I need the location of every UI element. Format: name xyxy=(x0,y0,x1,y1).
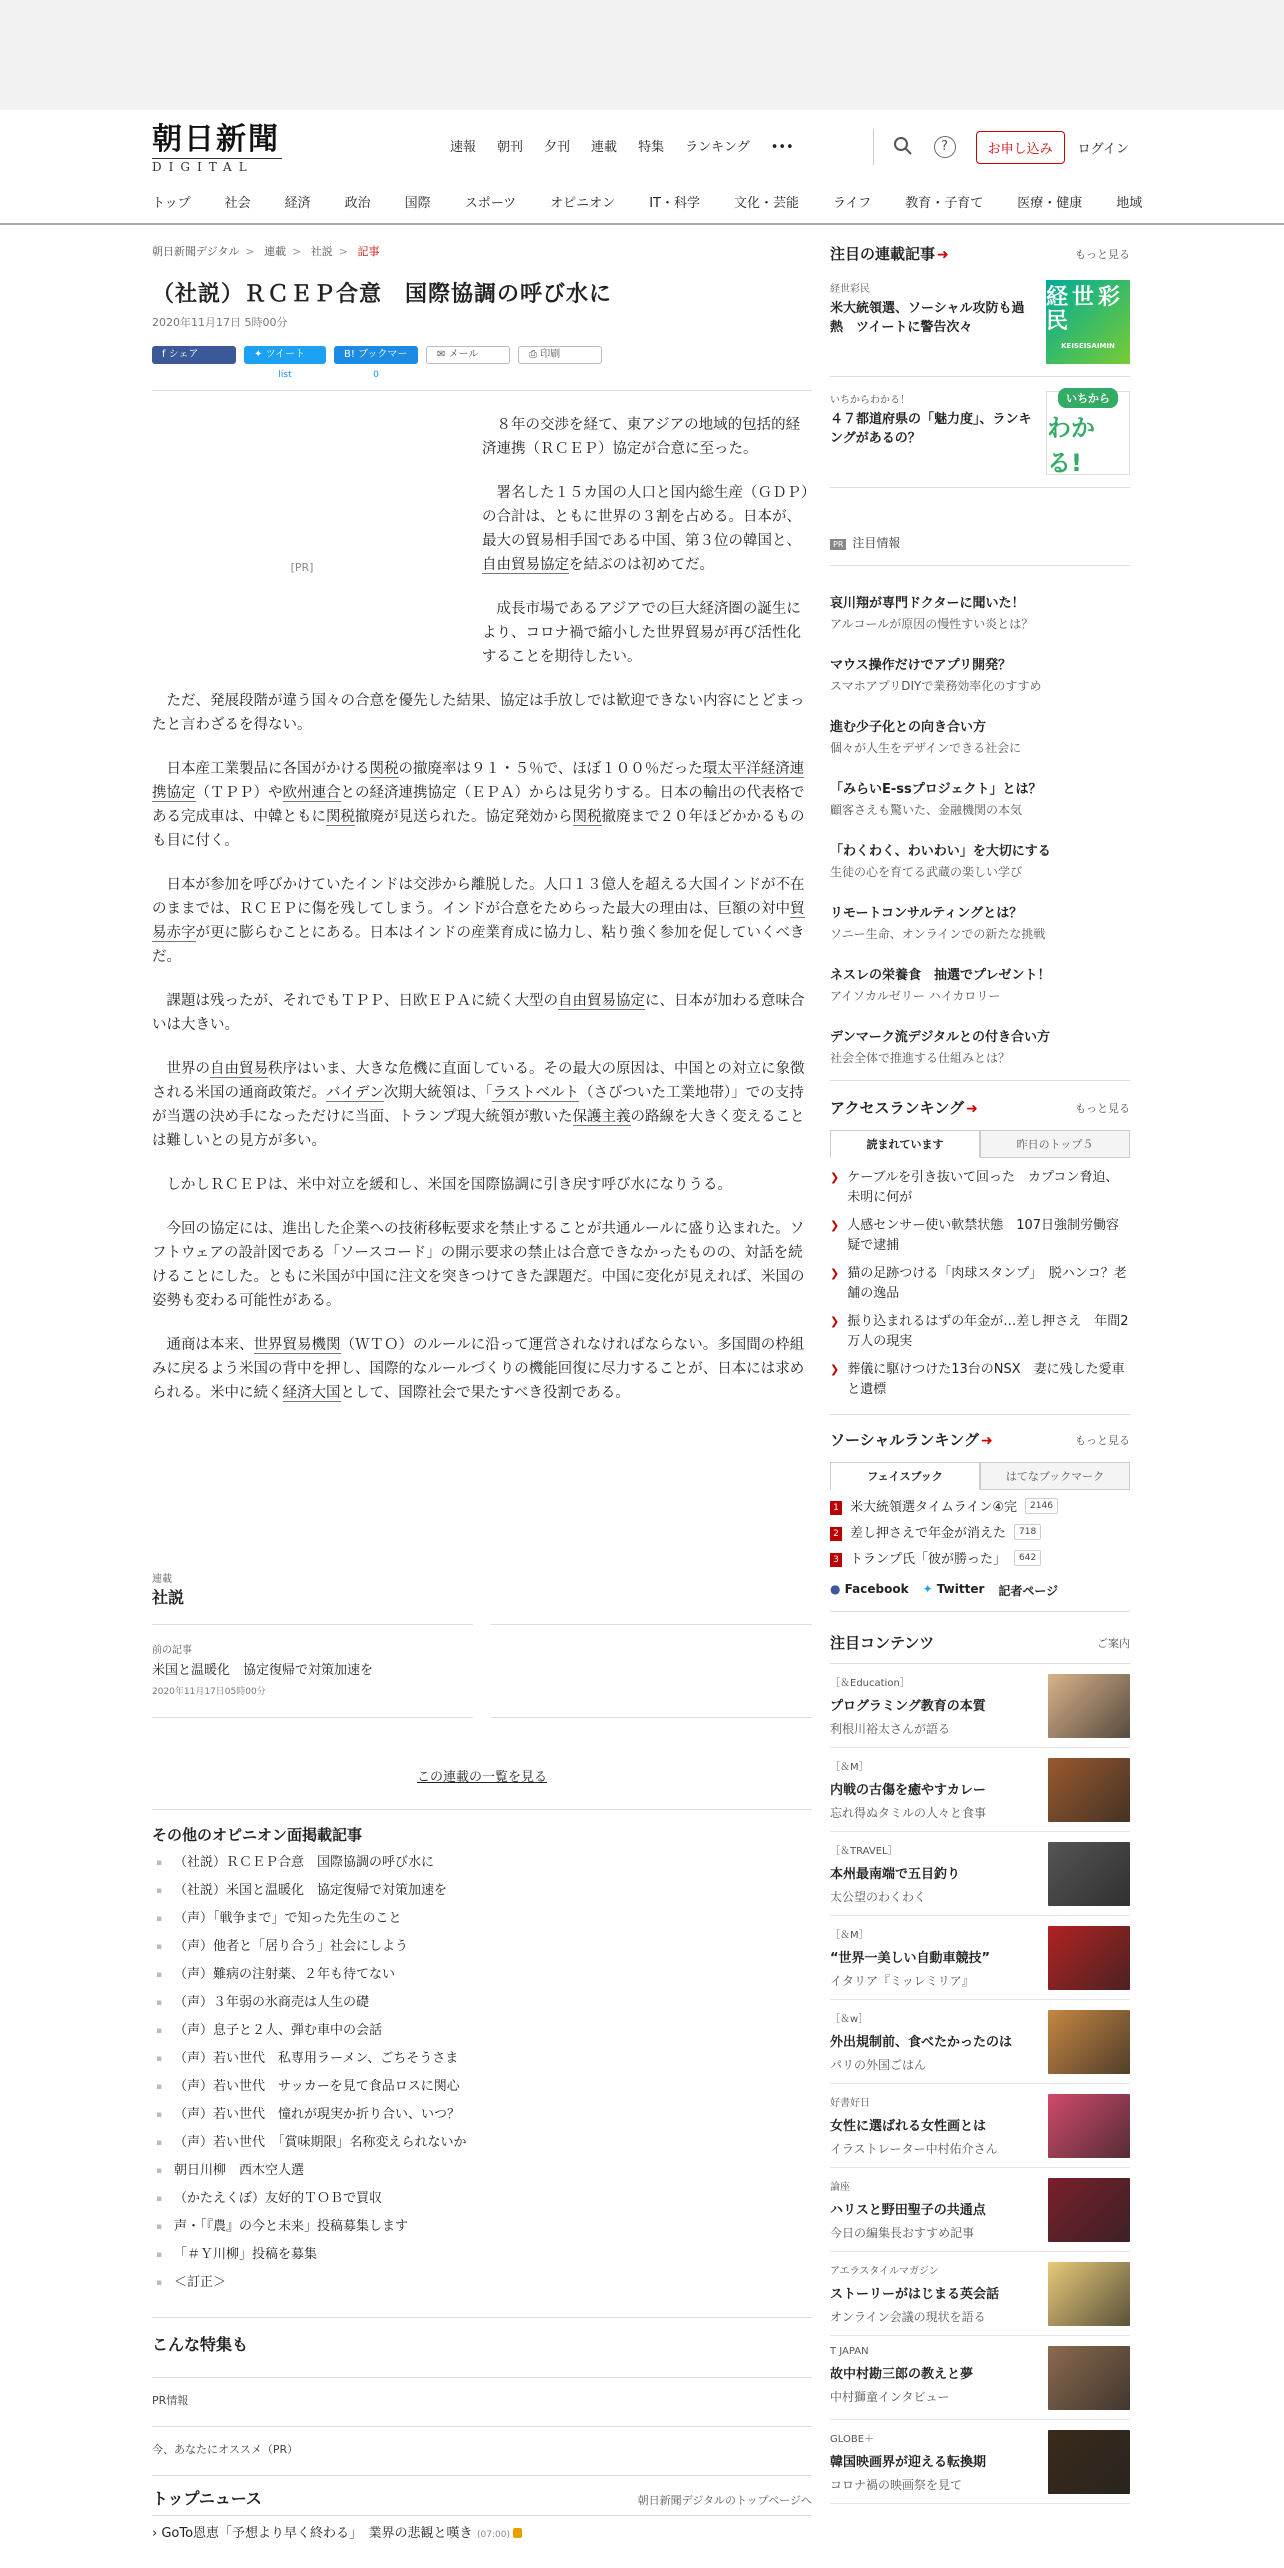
content-photo[interactable] xyxy=(1048,2262,1130,2326)
share-bar xyxy=(152,346,812,380)
social-item[interactable] xyxy=(830,1498,1130,1518)
top-news-header xyxy=(152,2486,812,2509)
tab-hatena[interactable]: はてなブックマーク xyxy=(980,1462,1130,1489)
keyword-link[interactable]: 自由貿易 xyxy=(210,1061,268,1077)
featured-title: 注目の連載記事 xyxy=(830,245,936,263)
pr-item-title[interactable]: 進む少子化との向き合い方 xyxy=(830,720,987,735)
reporter-page-link[interactable]: 記者ページ xyxy=(998,1584,1059,1598)
logo-text: 朝日新聞 xyxy=(152,122,280,157)
pr-item[interactable] xyxy=(830,716,1130,756)
logo-sub: DIGITAL xyxy=(152,158,282,174)
ranking-title[interactable]: ケーブルを引き抜いて回った カプコン脅迫、未明に何が xyxy=(847,1170,1119,1205)
ranking-title[interactable]: 振り込まれるはずの年金が…差し押さえ 年間2万人の現実 xyxy=(847,1314,1129,1349)
keyword-link[interactable]: 経済大国 xyxy=(282,1385,341,1401)
lock-icon xyxy=(513,2528,522,2538)
contents-list xyxy=(830,1664,1130,2504)
opinion-item[interactable]: ▪ 声・「『農』の今と未来」投稿募集します xyxy=(152,2213,812,2241)
access-tabs xyxy=(830,1130,1130,1158)
share-count: 2146 xyxy=(1025,1498,1058,1514)
content-title[interactable]: ストーリーがはじまる英会話 xyxy=(830,2287,1000,2302)
paragraph-10: 今回の協定には、進出した企業への技術移転要求を禁止することが共通ルールに盛り込まれた。ソフトウェアの設計図である「ソースコード」の開示要求の禁止は合意できなかったものの、対話を続けることにした。ともに米国が中国に注文を突きつけてきた課題だ。中国に変化が見えれば、米国の姿勢も変わる可能性がある。 xyxy=(152,1221,805,1309)
top-nav xyxy=(450,138,794,158)
series-label: 連載 xyxy=(152,1574,172,1585)
featured-item[interactable] xyxy=(830,280,1130,364)
pr-item-title[interactable]: 哀川翔が専門ドクターに聞いた！ xyxy=(830,596,1025,611)
prev-date: 2020年11月17日05時00分 xyxy=(152,1687,266,1697)
thumb-sub-text: KEISEISAIMIN xyxy=(1061,342,1115,350)
ranking-item[interactable] xyxy=(830,1216,1130,1256)
content-photo[interactable] xyxy=(1048,1674,1130,1738)
content-photo[interactable] xyxy=(1048,2178,1130,2242)
p8-text-c: 次期大統領は、「 xyxy=(383,1085,493,1101)
hatena-icon: B! xyxy=(344,349,359,360)
featured-header xyxy=(830,243,1130,264)
opinion-item[interactable]: ▪ （声）若い世代 私専用ラーメン、ごちそうさま xyxy=(152,2045,812,2073)
p5-text-a: 日本産工業製品に各国がかける xyxy=(166,761,370,777)
top-ad-bar xyxy=(0,0,1284,110)
nav-tokushu[interactable]: 特集 xyxy=(638,140,665,155)
content-title[interactable]: 内戦の古傷を癒やすカレー xyxy=(830,1783,986,1798)
content-label: T JAPAN xyxy=(830,2346,869,2357)
rank-number: 2 xyxy=(830,1527,842,1541)
content-desc: コロナ禍の映画祭を見て xyxy=(830,2478,963,2492)
thumb-main-text: わかる! xyxy=(1047,414,1095,477)
content-item[interactable] xyxy=(830,1916,1130,2000)
pr-ad-slot[interactable] xyxy=(152,443,452,693)
opinion-item[interactable]: ▪ 朝日川柳 西木空人選 xyxy=(152,2157,812,2185)
social-links xyxy=(830,1582,1130,1599)
pr-badge: PR xyxy=(830,539,846,550)
featured-title-text[interactable]: 米大統領選、ソーシャル攻防も過熱 ツイートに警告次々 xyxy=(830,301,1025,335)
content-title[interactable]: 故中村勘三郎の教えと夢 xyxy=(830,2367,974,2382)
pr-item-desc: ソニー生命、オンラインでの新たな挑戦 xyxy=(830,927,1046,941)
pr-item[interactable] xyxy=(830,778,1130,818)
content-title[interactable]: 外出規制前、食べたかったのは xyxy=(830,2035,1013,2050)
signup-button[interactable]: お申し込み xyxy=(976,131,1065,164)
paragraph-7 xyxy=(152,989,812,1037)
header-tools xyxy=(849,129,1129,165)
content-desc: 中村獅童インタビュー xyxy=(830,2390,950,2404)
content-desc: 利根川裕太さんが語る xyxy=(830,1722,951,1736)
prev-divider-row xyxy=(152,1717,812,1718)
social-more-link[interactable]: もっと見る xyxy=(1075,1433,1130,1447)
nav-yukan[interactable]: 夕刊 xyxy=(544,140,571,155)
opinion-item[interactable]: ▪ （声）若い世代 サッカーを見て食品ロスに関心 xyxy=(152,2073,812,2101)
access-ranking-title: アクセスランキング xyxy=(830,1099,965,1117)
ranking-item[interactable] xyxy=(830,1264,1130,1304)
p8-text-a: 世界の xyxy=(166,1061,210,1077)
paragraph-1: ８年の交渉を経て、東アジアの地域的包括的経済連携（ＲＣＥＰ）協定が合意に至った。 xyxy=(482,417,801,457)
opinion-item[interactable]: ▪ （かたえくぼ）友好的ＴＯＢで買収 xyxy=(152,2185,812,2213)
social-ranking-list xyxy=(830,1498,1130,1570)
pr-title: 注目情報 xyxy=(852,536,901,550)
tab-facebook[interactable]: フェイスブック xyxy=(830,1462,980,1490)
content-item[interactable] xyxy=(830,2084,1130,2168)
content-item[interactable] xyxy=(830,2336,1130,2420)
series-name[interactable]: 社説 xyxy=(152,1588,185,1607)
nav-sokuho[interactable]: 速報 xyxy=(450,140,477,155)
opinion-item[interactable]: ▪ （社説）米国と温暖化 協定復帰で対策加速を xyxy=(152,1877,812,1905)
content-title[interactable]: “世界一美しい自動車競技” xyxy=(830,1951,991,1966)
pr-item[interactable] xyxy=(830,592,1130,632)
access-more-link[interactable]: もっと見る xyxy=(1075,1101,1130,1115)
header-divider xyxy=(873,129,874,165)
pr-item-desc: スマホアプリDIYで業務効率化のすすめ xyxy=(830,679,1042,693)
hatena-bookmark-button[interactable] xyxy=(334,346,418,380)
opinion-item[interactable]: ▪ （声）３年弱の氷商売は人生の礎 xyxy=(152,1989,812,2017)
crumb-home[interactable]: 朝日新聞デジタル xyxy=(152,245,240,258)
mail-button[interactable] xyxy=(426,346,510,364)
pr-ad-label: [PR] xyxy=(290,561,314,574)
opinion-item[interactable]: ▪ （声）「戦争まで」で知った先生のこと xyxy=(152,1905,812,1933)
pr-list xyxy=(830,592,1130,1066)
series-block xyxy=(152,1570,812,2541)
hatena-count[interactable]: 0 xyxy=(373,370,379,380)
content-item[interactable] xyxy=(830,2252,1130,2336)
pr-item-title[interactable]: マウス操作だけでアプリ開発？ xyxy=(830,658,1012,673)
nav-rensai[interactable]: 連載 xyxy=(591,140,618,155)
content-item[interactable] xyxy=(830,1748,1130,1832)
sidebar xyxy=(830,237,1130,2504)
p7-text-b: に、日本が加わる意味合いは大きい。 xyxy=(152,993,805,1033)
social-tabs xyxy=(830,1462,1130,1490)
top-news-title: トップニュース xyxy=(152,2489,262,2508)
keyword-link[interactable]: 世界貿易機関 xyxy=(253,1337,341,1353)
cat-sports[interactable]: スポーツ xyxy=(464,196,517,211)
content-photo[interactable] xyxy=(1048,2430,1130,2494)
content-label: GLOBE＋ xyxy=(830,2434,875,2445)
cat-society[interactable]: 社会 xyxy=(224,196,251,211)
rank-number: 3 xyxy=(830,1553,842,1567)
search-icon[interactable] xyxy=(892,136,914,158)
contents-title: 注目コンテンツ xyxy=(830,1634,935,1652)
featured-label: 経世彩民 xyxy=(830,284,870,295)
tab-yesterday-top5[interactable]: 昨日のトップ５ xyxy=(980,1130,1130,1157)
pr-item-desc: アルコールが原因の慢性すい炎とは？ xyxy=(830,617,1034,631)
keyword-link[interactable]: バイデン xyxy=(326,1085,384,1101)
thumb-sub-text: いちから xyxy=(1058,388,1118,408)
pr-item[interactable] xyxy=(830,902,1130,942)
mail-icon: ✉ xyxy=(437,349,449,360)
article-date: 2020年11月17日 5時00分 xyxy=(152,316,288,329)
series-divider-row xyxy=(152,1624,812,1625)
top-news-headline[interactable]: GoTo恩恵「予想より早く終わる」 業界の悲観と嘆き xyxy=(161,2526,473,2541)
content-photo[interactable] xyxy=(1048,2346,1130,2410)
pr-item[interactable] xyxy=(830,654,1130,694)
content-title[interactable]: ハリスと野田聖子の共通点 xyxy=(830,2203,986,2218)
paragraph-8 xyxy=(152,1057,812,1153)
paragraph-9: しかしＲＣＥＰは、米中対立を緩和し、米国を国際協調に引き戻す呼び水になりうる。 xyxy=(166,1177,732,1193)
pr-item-desc: アイソカルゼリー ハイカロリー xyxy=(830,989,1001,1003)
crumb-current: 記事 xyxy=(357,245,380,258)
top-news-item[interactable] xyxy=(152,2522,812,2541)
article-body xyxy=(152,413,812,1405)
pr-item-desc: 個々が人生をデザインできる社会に xyxy=(830,741,1022,755)
tab-most-read[interactable]: 読まれています xyxy=(830,1130,980,1158)
contents-guide-link[interactable]: ご案内 xyxy=(1097,1636,1130,1650)
share-divider xyxy=(152,390,812,391)
content-photo[interactable] xyxy=(1048,2094,1130,2158)
p6-text-a: 日本が参加を呼びかけていたインドは交渉から離脱した。人口１３億人を超える大国インドが不在のままでは、ＲＣＥＰに傷を残してしまう。インドが合意をためらった最大の理由は、巨額の対中 xyxy=(152,877,805,917)
cat-education[interactable]: 教育・子育て xyxy=(905,196,984,211)
chevron-right-icon: ❯ xyxy=(830,1315,840,1328)
p7-text-a: 課題は残ったが、それでもＴＰＰ、日欧ＥＰＡに続く大型の xyxy=(166,993,558,1009)
login-link[interactable]: ログイン xyxy=(1077,141,1129,157)
content-photo[interactable] xyxy=(1048,1842,1130,1906)
osusume-label: 今、あなたにオススメ（PR） xyxy=(152,2443,299,2456)
content-item[interactable] xyxy=(830,2420,1130,2504)
pr-item-desc: 生徒の心を育てる武蔵の楽しい学び xyxy=(830,865,1023,879)
content-item[interactable] xyxy=(830,1832,1130,1916)
p5-text-c: （ＴＰＰ）や xyxy=(195,785,283,801)
social-ranking-header xyxy=(830,1429,1130,1450)
nav-chokan[interactable]: 朝刊 xyxy=(497,140,524,155)
paragraph-3: 成長市場であるアジアでの巨大経済圏の誕生により、コロナ禍で縮小した世界貿易が再び活性化することを期待したい。 xyxy=(482,601,801,665)
p8-text-d: （さびついた工業地帯）」での支持が当選の決め手になっただけに当面、トランプ現大統領が敷いた xyxy=(152,1085,804,1125)
crumb-shasetsu[interactable]: 社説 xyxy=(310,245,333,258)
opinion-item[interactable]: ▪ 「＃Ｙ川柳」投稿を募集 xyxy=(152,2241,812,2269)
content-desc: パリの外国ごはん xyxy=(830,2058,927,2072)
paragraph-6 xyxy=(152,873,812,969)
content-title[interactable]: プログラミング教育の本質 xyxy=(830,1699,986,1714)
keyword-link[interactable]: 貿易赤字 xyxy=(152,901,805,941)
content-desc: 太公望のわくわく xyxy=(830,1890,927,1904)
opinion-list xyxy=(152,1849,812,2297)
cat-opinion[interactable]: オピニオン xyxy=(550,196,616,211)
social-item-title[interactable]: トランプ氏「彼が勝った」 xyxy=(850,1552,1007,1567)
social-item[interactable] xyxy=(830,1550,1130,1570)
konna-title: こんな特集も xyxy=(152,2335,249,2354)
twitter-share-button[interactable] xyxy=(244,346,326,380)
twitter-icon: ✦ xyxy=(254,349,266,360)
content-title[interactable]: 本州最南端で五目釣り xyxy=(830,1867,961,1882)
social-item-title[interactable]: 差し押さえで年金が消えた xyxy=(850,1526,1007,1541)
cat-international[interactable]: 国際 xyxy=(404,196,431,211)
social-item-title[interactable]: 米大統領選タイムライン④完 xyxy=(850,1500,1018,1515)
thumb-main-text: 経世彩民 xyxy=(1046,285,1125,334)
content-photo[interactable] xyxy=(1048,1926,1130,1990)
content-label: ［＆M］ xyxy=(830,1762,869,1773)
hatena-label: ブックマーク xyxy=(344,349,408,378)
facebook-icon: f xyxy=(162,349,169,360)
content-desc: 忘れ得ぬタミルの人々と食事 xyxy=(830,1806,987,1820)
chevron-right-icon: ❯ xyxy=(830,1267,840,1280)
chevron-right-icon: ❯ xyxy=(830,1363,840,1376)
p6-text-b: が更に膨らむことにある。日本はインドの産業育成に協力し、粘り強く参加を促していくべきだ。 xyxy=(152,925,805,965)
ranking-item[interactable] xyxy=(830,1312,1130,1352)
featured-title-text[interactable]: ４７都道府県の「魅力度」、ランキングがあるの？ xyxy=(830,412,1032,446)
prev-label: 前の記事 xyxy=(152,1645,192,1656)
featured-more-link[interactable]: もっと見る xyxy=(1075,247,1130,261)
arrow-right-icon: ➜ xyxy=(937,247,949,263)
content-label: ［＆w］ xyxy=(830,2014,869,2025)
content-title[interactable]: 女性に選ばれる女性画とは xyxy=(830,2119,987,2134)
opinion-item[interactable]: ▪ （声）若い世代 憧れが現実か折り合い、いつ？ xyxy=(152,2101,812,2129)
prev-title[interactable]: 米国と温暖化 協定復帰で対策加速を xyxy=(152,1663,374,1678)
twitter-icon: ✦ xyxy=(922,1582,937,1596)
content-photo[interactable] xyxy=(1048,2010,1130,2074)
cat-health[interactable]: 医療・健康 xyxy=(1017,196,1083,211)
access-ranking-header xyxy=(830,1097,1130,1118)
keyword-link[interactable]: 関税 xyxy=(326,809,355,825)
content-item[interactable] xyxy=(830,1664,1130,1748)
p5-text-b: の撤廃率は９１・５％で、ほぼ１００％だった xyxy=(398,761,703,777)
keiseisaimin-thumb[interactable] xyxy=(1046,280,1130,364)
opinion-item[interactable]: ▪ （声）息子と２人、弾む車中の会話 xyxy=(152,2017,812,2045)
site-header xyxy=(0,110,1284,225)
p11-text-b: （ＷＴＯ）のルールに沿って運営されなければならない。多国間の枠組みに戻るよう米国の背中を押し、国際的なルールづくりの機能回復に尽力することが、日本には求められる。米中に続く xyxy=(152,1337,805,1401)
content-label: ［＆M］ xyxy=(830,1930,869,1941)
cat-region[interactable]: 地域 xyxy=(1116,196,1143,211)
facebook-share-button[interactable] xyxy=(152,346,236,364)
pr-info-label: PR情報 xyxy=(152,2394,189,2407)
paragraph-2 xyxy=(482,481,812,577)
category-nav xyxy=(152,194,1142,214)
p5-text-e: 撤廃が見送られた。協定発効から xyxy=(355,809,573,825)
content-label: ［＆Education］ xyxy=(830,1678,910,1689)
mail-label: メール xyxy=(448,349,479,360)
pr-section-header xyxy=(830,534,1130,551)
content-desc: 今日の編集長おすすめ記事 xyxy=(830,2226,975,2240)
paragraph-4: ただ、発展段階が違う国々の合意を優先した結果、協定は手放しでは歓迎できない内容にとどまったと言わざるを得ない。 xyxy=(152,693,805,733)
arrow-right-icon: ➜ xyxy=(966,1101,978,1117)
share-count: 718 xyxy=(1014,1524,1041,1540)
facebook-share-label: シェア xyxy=(168,349,199,360)
content-title[interactable]: 韓国映画界が迎える転換期 xyxy=(830,2455,987,2470)
main-column xyxy=(152,237,812,2541)
p11-text-a: 通商は本来、 xyxy=(166,1337,254,1353)
keyword-link[interactable]: 自由貿易協定 xyxy=(558,993,645,1009)
opinion-item[interactable]: ▪ ＜訂正＞ xyxy=(152,2269,812,2297)
article-title: （社説）ＲＣＥＰ合意 国際協調の呼び水に xyxy=(152,282,613,307)
crumb-rensai[interactable]: 連載 xyxy=(264,245,287,258)
pr-item-desc: 社会全体で推進する仕組みとは？ xyxy=(830,1051,1011,1065)
series-list-link[interactable]: この連載の一覧を見る xyxy=(416,1770,547,1785)
pr-item-title[interactable]: リモートコンサルティングとは？ xyxy=(830,906,1023,921)
content-label: アエラスタイルマガジン xyxy=(830,2266,939,2277)
content-label: 論座 xyxy=(830,2182,850,2193)
twitter-count[interactable]: list xyxy=(278,370,292,380)
ranking-title[interactable]: 葬儀に駆けつけた13台のNSX 妻に残した愛車と遺標 xyxy=(847,1362,1125,1397)
twitter-link[interactable] xyxy=(923,1582,985,1599)
twitter-link-label: Twitter xyxy=(936,1582,985,1596)
chevron-right-icon: › xyxy=(152,2526,162,2541)
ranking-title[interactable]: 人感センサー使い軟禁状態 107日強制労働容疑で逮捕 xyxy=(847,1218,1120,1253)
access-ranking-list xyxy=(830,1168,1130,1400)
opinion-item[interactable]: ▪ （声）若い世代 「賞味期限」名称変えられないか xyxy=(152,2129,812,2157)
p11-text-c: として、国際社会で果たすべき役割である。 xyxy=(340,1385,630,1401)
ranking-title[interactable]: 猫の足跡つける「肉球スタンプ」 脱ハンコ？老舗の逸品 xyxy=(847,1266,1127,1301)
p2-text-b: を結ぶのは初めてだ。 xyxy=(569,557,714,573)
social-ranking-title: ソーシャルランキング xyxy=(830,1431,979,1449)
article-lead-column xyxy=(482,413,812,669)
content-item[interactable] xyxy=(830,2000,1130,2084)
keyword-link[interactable]: 関税 xyxy=(369,761,399,777)
featured-item[interactable] xyxy=(830,391,1130,475)
p5-text-f: 撤廃まで２０年ほどかかるものも目に付く。 xyxy=(152,809,805,849)
chevron-right-icon: ❯ xyxy=(830,1171,840,1184)
keyword-link[interactable]: ラストベルト xyxy=(492,1085,580,1101)
content-desc: オンライン会議の現状を語る xyxy=(830,2310,986,2324)
pr-item[interactable] xyxy=(830,840,1130,880)
breadcrumb: 朝日新聞デジタル > 連載 > 社説 > 記事 xyxy=(152,245,380,258)
p8-text-e: の路線を大きく変えることは難しいとの見方が多い。 xyxy=(152,1109,805,1149)
keyword-link[interactable]: 欧州連合 xyxy=(282,785,341,801)
keyword-link[interactable]: 自由貿易協定 xyxy=(482,557,569,573)
paragraph-11 xyxy=(152,1333,812,1405)
content-desc: イラストレーター中村佑介さん xyxy=(830,2142,998,2156)
pr-item-title[interactable]: ネスレの栄養食 抽選でプレゼント！ xyxy=(830,968,1051,983)
facebook-icon: ● xyxy=(830,1582,845,1596)
p8-text-b: 秩序はいま、大きな危機に直面している。その最大の原因は、中国との対立に象徴される米国の通商政策だ。 xyxy=(152,1061,805,1101)
prev-article[interactable] xyxy=(152,1641,812,1697)
pr-item-title[interactable]: デンマーク流デジタルとの付き合い方 xyxy=(830,1030,1050,1045)
facebook-link-label: Facebook xyxy=(844,1582,909,1596)
pr-item-title[interactable]: 「みらいE-ssプロジェクト」とは？ xyxy=(830,782,1042,797)
pr-item-desc: 顧客さえも驚いた、金融機関の本気 xyxy=(830,803,1023,817)
cat-politics[interactable]: 政治 xyxy=(344,196,371,211)
ichikara-wakaru-thumb[interactable] xyxy=(1046,391,1130,475)
pr-item[interactable] xyxy=(830,964,1130,1004)
chevron-right-icon: ❯ xyxy=(830,1219,840,1232)
cat-life[interactable]: ライフ xyxy=(832,196,872,211)
help-icon[interactable]: ? xyxy=(934,136,956,158)
ranking-item[interactable] xyxy=(830,1168,1130,1208)
cat-culture[interactable]: 文化・芸能 xyxy=(733,196,799,211)
content-photo[interactable] xyxy=(1048,1758,1130,1822)
content-item[interactable] xyxy=(830,2168,1130,2252)
content-desc: イタリア『ミッレミリア』 xyxy=(830,1974,974,1988)
social-item[interactable] xyxy=(830,1524,1130,1544)
nav-ranking[interactable]: ランキング xyxy=(685,140,750,155)
opinion-item[interactable]: ▪ （社説）ＲＣＥＰ合意 国際協調の呼び水に xyxy=(152,1849,812,1877)
pr-item[interactable] xyxy=(830,1026,1130,1066)
contents-header xyxy=(830,1632,1130,1653)
print-button[interactable] xyxy=(518,346,602,364)
opinion-item[interactable]: ▪ （声）他者と「居り合う」社会にしよう xyxy=(152,1933,812,1961)
cat-top[interactable]: トップ xyxy=(152,196,191,211)
keyword-link[interactable]: 関税 xyxy=(572,809,602,825)
opinion-title: その他のオピニオン面掲載記事 xyxy=(152,1826,363,1844)
content-label: 好書好日 xyxy=(830,2098,870,2109)
cat-it-science[interactable]: IT・科学 xyxy=(649,196,700,211)
p2-text-a: 署名した１５カ国の人口と国内総生産（ＧＤＰ）の合計は、ともに世界の３割を占める。日本が、最大の貿易相手国である中国、第３位の韓国と、 xyxy=(482,485,809,549)
print-icon: ⎙ xyxy=(529,349,541,360)
more-menu-icon[interactable]: ••• xyxy=(770,140,794,155)
print-label: 印刷 xyxy=(540,349,561,360)
opinion-item[interactable]: ▪ （声）難病の注射薬、２年も待てない xyxy=(152,1961,812,1989)
ranking-item[interactable] xyxy=(830,1360,1130,1400)
paragraph-5 xyxy=(152,757,812,853)
rank-number: 1 xyxy=(830,1501,842,1515)
keyword-link[interactable]: 環太平洋経済連携協定 xyxy=(152,761,805,801)
content-label: ［＆TRAVEL］ xyxy=(830,1846,898,1857)
keyword-link[interactable]: 保護主義 xyxy=(572,1109,631,1125)
cat-economy[interactable]: 経済 xyxy=(284,196,311,211)
twitter-share-label: ツイート xyxy=(265,349,306,360)
featured-label: いちからわかる！ xyxy=(830,395,910,406)
arrow-right-icon: ➜ xyxy=(980,1433,993,1449)
top-news-more-link[interactable]: 朝日新聞デジタルのトップページへ xyxy=(637,2494,812,2507)
share-count: 642 xyxy=(1014,1550,1041,1566)
site-logo[interactable] xyxy=(152,122,282,174)
p5-text-d: との経済連携協定（ＥＰＡ）からは見劣りする。日本の輸出の代表格である完成車は、中韓ともに xyxy=(152,785,805,825)
pr-item-title[interactable]: 「わくわく、わいわい」を大切にする xyxy=(830,844,1051,859)
facebook-link[interactable] xyxy=(830,1582,909,1599)
top-news-time: (07:00) xyxy=(477,2530,510,2540)
